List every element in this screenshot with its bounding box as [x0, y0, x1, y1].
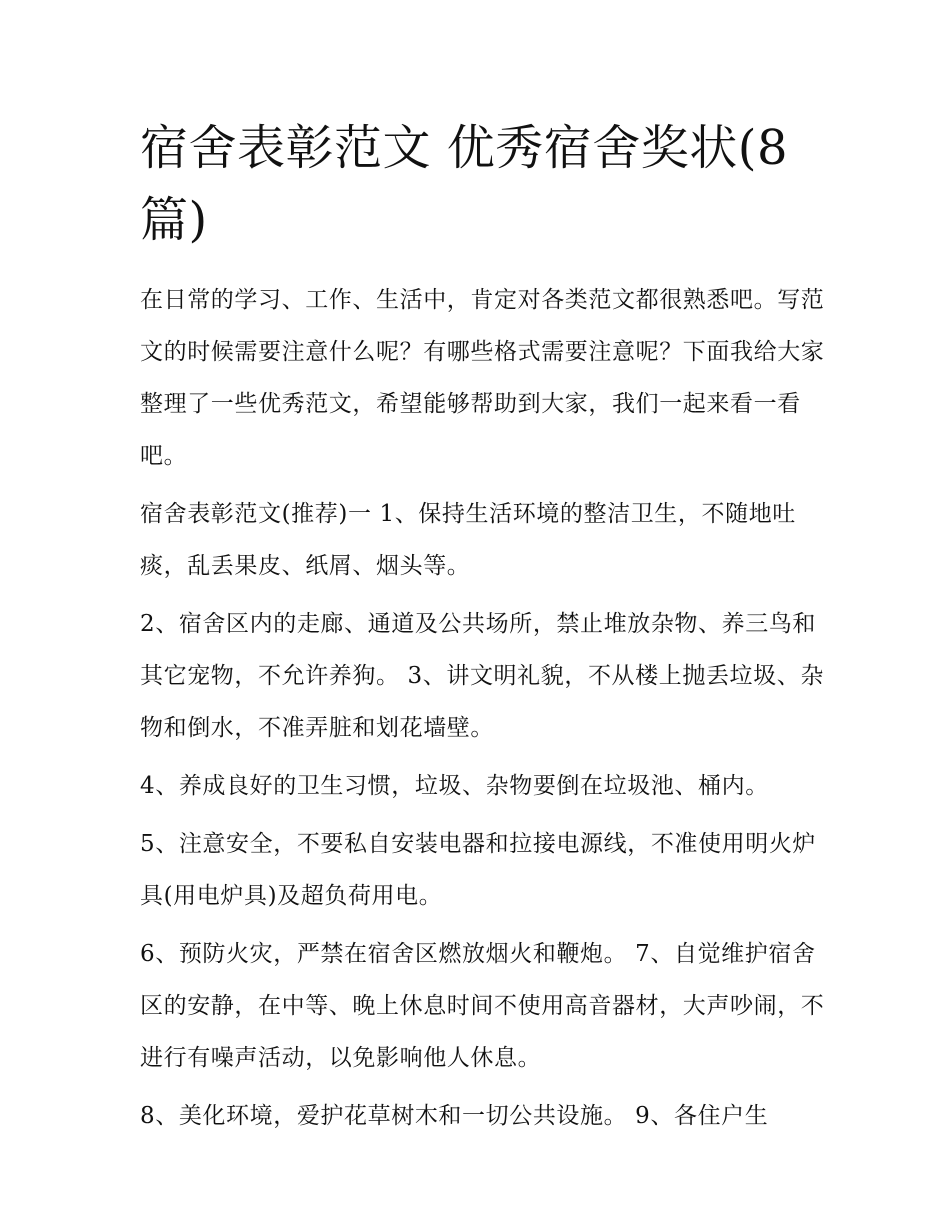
paragraph-rule-8-9: 8、美化环境，爱护花草树木和一切公共设施。 9、各住户生 — [140, 1103, 769, 1129]
intro-paragraph: 在日常的学习、工作、生活中，肯定对各类范文都很熟悉吧。写范文的时候需要注意什么呢？有哪些格式需要注意呢？下面我给大家整理了一些优秀范文，希望能够帮助到大家，我们一起来看一看吧。 — [140, 287, 825, 469]
document-body — [140, 112, 830, 1148]
paragraph-rule-6-7: 6、预防火灾，严禁在宿舍区燃放烟火和鞭炮。 7、自觉维护宿舍区的安静，在中等、晚上休息时间不使用高音器材，大声吵闹，不进行有噪声活动，以免影响他人休息。 — [140, 941, 825, 1071]
document-title: 宿舍表彰范文 优秀宿舍奖状(8篇) — [140, 120, 789, 248]
paragraph-rule-1: 宿舍表彰范文(推荐)一 1、保持生活环境的整洁卫生，不随地吐痰，乱丢果皮、纸屑、烟头等。 — [140, 501, 796, 579]
paragraph-rule-5: 5、注意安全，不要私自安装电器和拉接电源线，不准使用明火炉具(用电炉具)及超负荷用电。 — [140, 831, 817, 909]
paragraph-rule-4: 4、养成良好的卫生习惯，垃圾、杂物要倒在垃圾池、桶内。 — [140, 773, 769, 799]
paragraph-rule-2-3: 2、宿舍区内的走廊、通道及公共场所，禁止堆放杂物、养三鸟和其它宠物，不允许养狗。 3、讲文明礼貌，不从楼上抛丢垃圾、杂物和倒水，不准弄脏和划花墙壁。 — [140, 611, 824, 741]
